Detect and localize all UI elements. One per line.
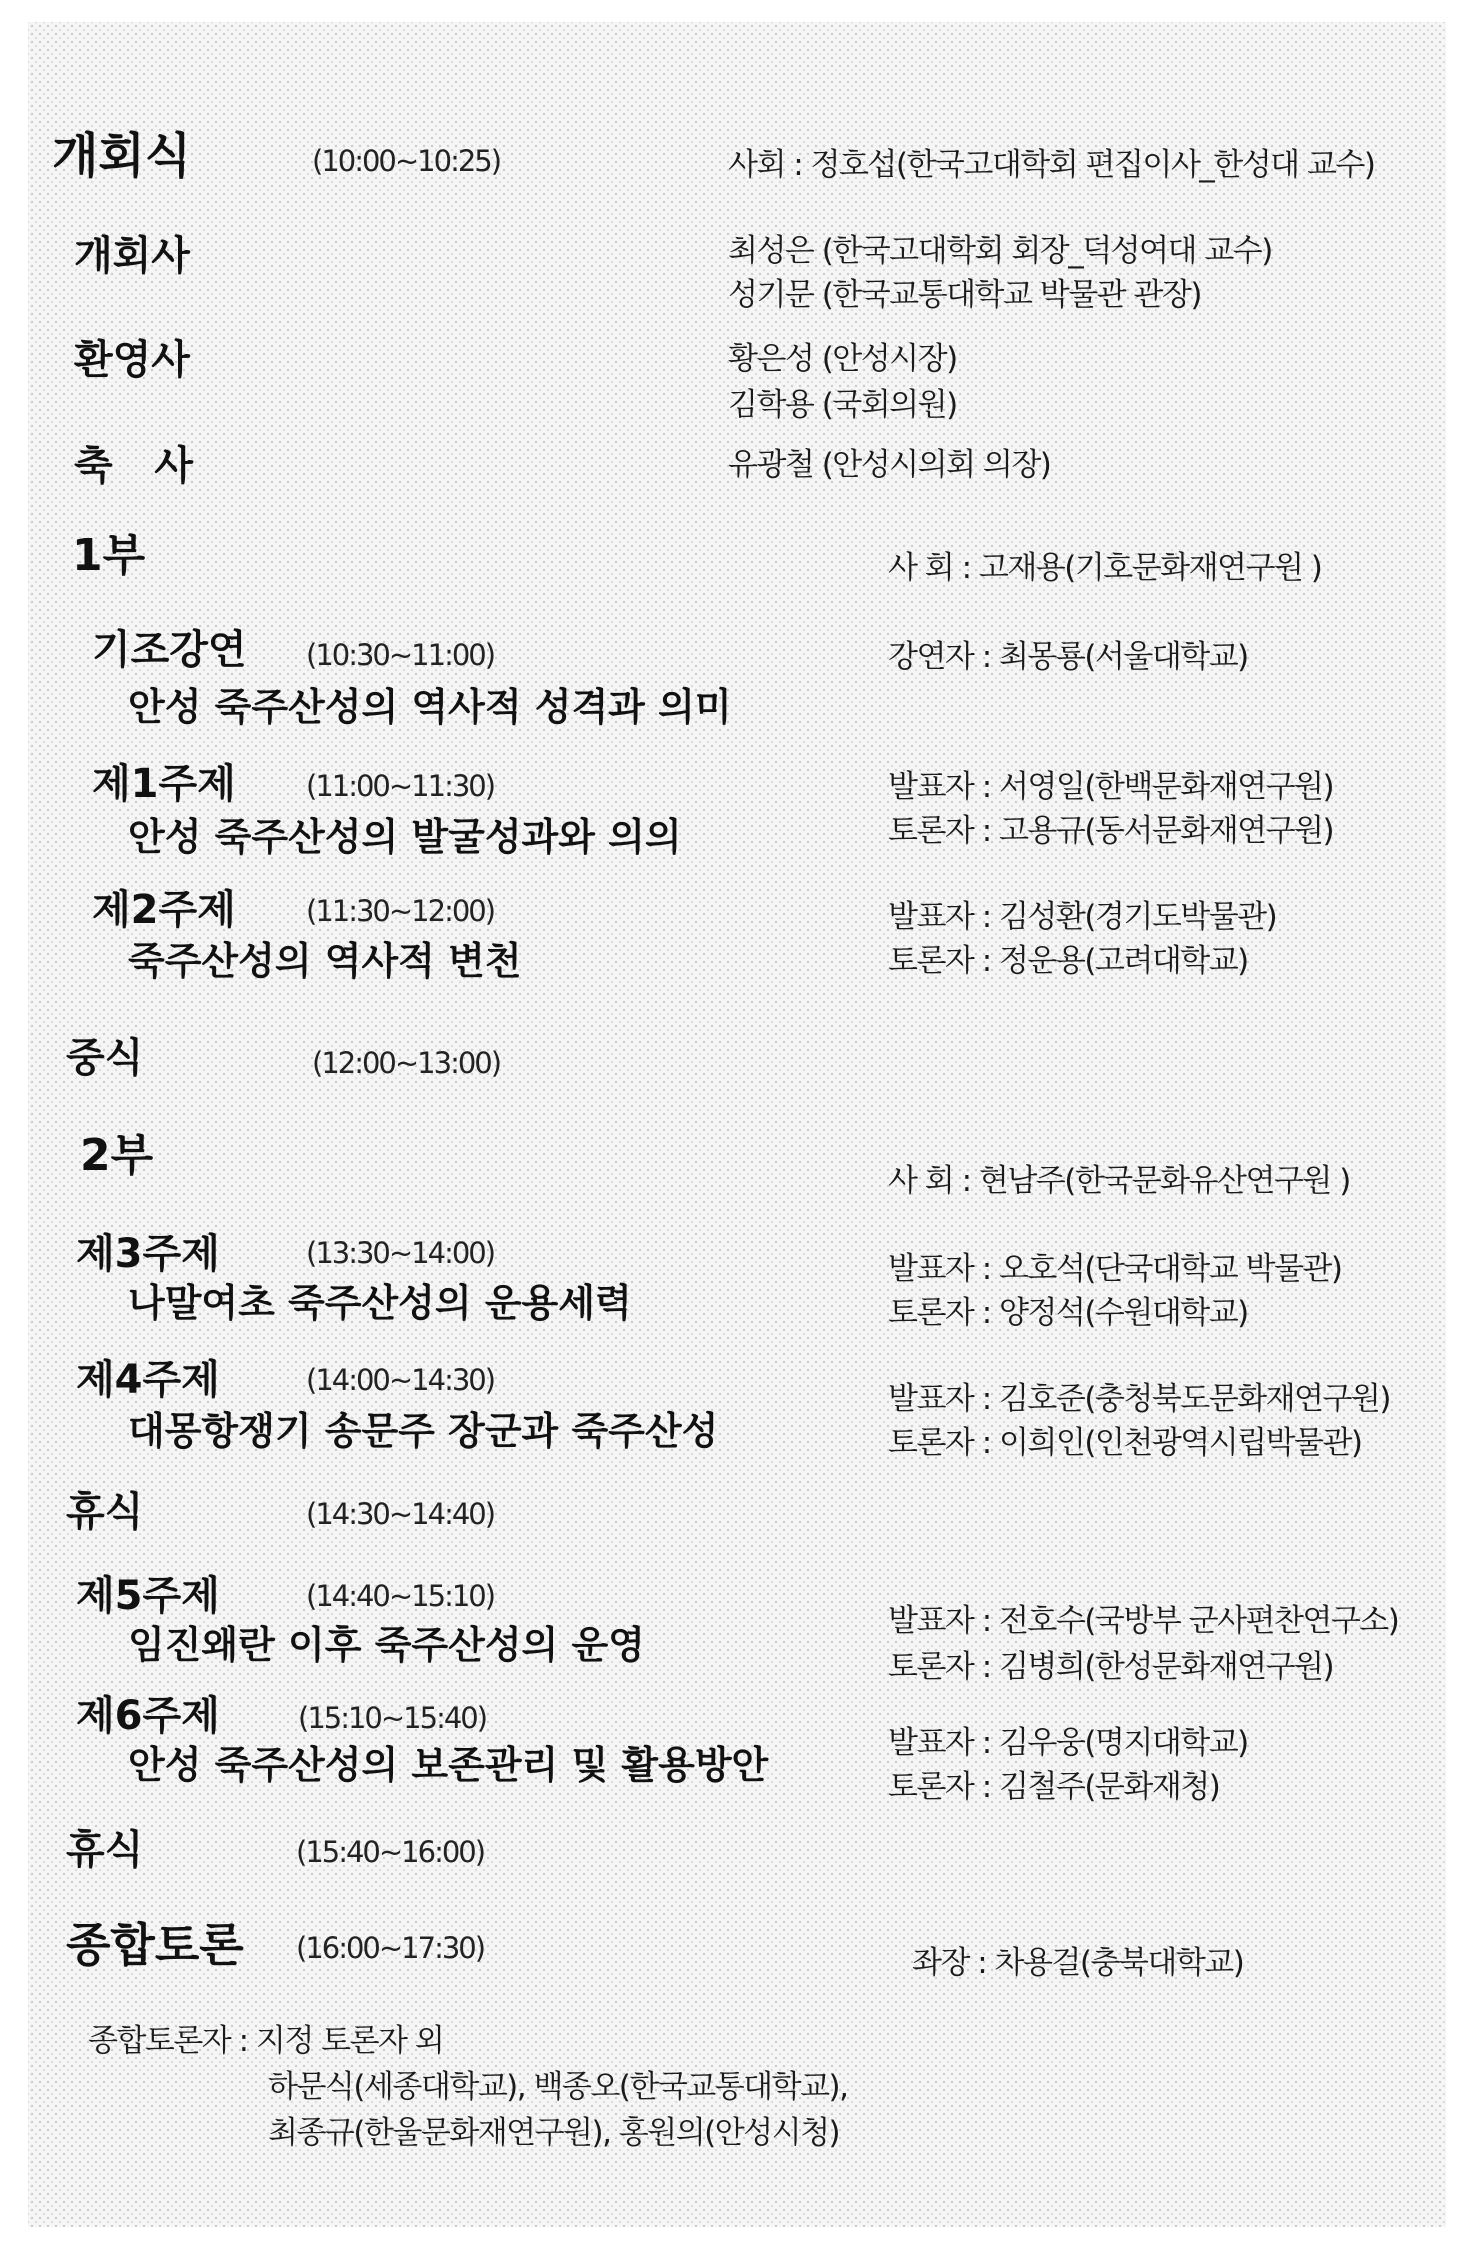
topic5-presenter: 발표자 : 전호수(국방부 군사편찬연구소) — [888, 1603, 1399, 1639]
topic6-presenter: 발표자 : 김우웅(명지대학교) — [888, 1725, 1248, 1761]
topic3-label: 제3주제 — [76, 1231, 220, 1277]
keynote-time: (10:30~11:00) — [306, 638, 495, 672]
topic1-label: 제1주제 — [92, 761, 236, 807]
opening-congrats-person-1: 유광철 (안성시의회 의장) — [728, 447, 1051, 483]
topic6-time: (15:10~15:40) — [298, 1701, 487, 1735]
topic4-label: 제4주제 — [76, 1357, 220, 1403]
part2-title: 2부 — [80, 1130, 154, 1181]
topic5-subtitle: 임진왜란 이후 죽주산성의 운영 — [128, 1623, 645, 1667]
opening-welcome-person-2: 김학용 (국회의원) — [728, 387, 957, 423]
topic3-subtitle: 나말여초 죽주산성의 운용세력 — [128, 1281, 632, 1325]
opening-time: (10:00~10:25) — [312, 144, 501, 178]
part1-emcee: 사 회 : 고재용(기호문화재연구원 ) — [888, 550, 1322, 586]
part2-emcee: 사 회 : 현남주(한국문화유산연구원 ) — [888, 1163, 1350, 1199]
break1-time: (14:30~14:40) — [306, 1497, 495, 1531]
topic6-label: 제6주제 — [76, 1693, 220, 1739]
opening-welcome-title: 환영사 — [74, 337, 190, 383]
discussion-panel-label: 종합토론자 : 지정 토론자 외 — [88, 2023, 444, 2059]
keynote-subtitle: 안성 죽주산성의 역사적 성격과 의미 — [128, 685, 732, 729]
keynote-label: 기조강연 — [92, 627, 247, 673]
opening-emcee: 사회 : 정호섭(한국고대학회 편집이사_한성대 교수) — [728, 147, 1375, 183]
discussion-time: (16:00~17:30) — [296, 1931, 485, 1965]
discussion-chair: 좌장 : 차용걸(충북대학교) — [912, 1945, 1244, 1981]
break1-title: 휴식 — [66, 1489, 144, 1535]
topic4-subtitle: 대몽항쟁기 송문주 장군과 죽주산성 — [128, 1409, 719, 1453]
break2-time: (15:40~16:00) — [296, 1835, 485, 1869]
topic1-time: (11:00~11:30) — [306, 769, 495, 803]
topic3-time: (13:30~14:00) — [306, 1236, 495, 1270]
discussion-panel-line-2: 최종규(한울문화재연구원), 홍원의(안성시청) — [268, 2115, 840, 2151]
discussion-panel-line-1: 하문식(세종대학교), 백종오(한국교통대학교), — [268, 2069, 848, 2105]
opening-address-person-2: 성기문 (한국교통대학교 박물관 관장) — [728, 277, 1201, 313]
opening-title: 개회식 — [52, 128, 192, 184]
opening-address-title: 개회사 — [74, 233, 190, 279]
topic5-label: 제5주제 — [76, 1573, 220, 1619]
lunch-title: 중식 — [66, 1035, 144, 1081]
topic6-discussant: 토론자 : 김철주(문화재청) — [888, 1769, 1220, 1805]
topic4-time: (14:00~14:30) — [306, 1363, 495, 1397]
topic3-discussant: 토론자 : 양정석(수원대학교) — [888, 1295, 1248, 1331]
topic4-presenter: 발표자 : 김호준(충청북도문화재연구원) — [888, 1381, 1390, 1417]
topic1-presenter: 발표자 : 서영일(한백문화재연구원) — [888, 769, 1334, 805]
topic1-subtitle: 안성 죽주산성의 발굴성과와 의의 — [128, 815, 682, 859]
topic2-discussant: 토론자 : 정운용(고려대학교) — [888, 943, 1248, 979]
topic5-time: (14:40~15:10) — [306, 1579, 495, 1613]
lunch-time: (12:00~13:00) — [312, 1046, 501, 1080]
topic5-discussant: 토론자 : 김병희(한성문화재연구원) — [888, 1649, 1334, 1685]
break2-title: 휴식 — [66, 1827, 144, 1873]
topic3-presenter: 발표자 : 오호석(단국대학교 박물관) — [888, 1251, 1342, 1287]
keynote-speaker: 강연자 : 최몽룡(서울대학교) — [888, 639, 1248, 675]
topic2-presenter: 발표자 : 김성환(경기도박물관) — [888, 899, 1277, 935]
part1-title: 1부 — [72, 530, 146, 581]
discussion-title: 종합토론 — [66, 1918, 244, 1972]
topic6-subtitle: 안성 죽주산성의 보존관리 및 활용방안 — [128, 1743, 769, 1787]
opening-address-person-1: 최성은 (한국고대학회 회장_덕성여대 교수) — [728, 233, 1272, 269]
topic2-time: (11:30~12:00) — [306, 894, 495, 928]
opening-congrats-title: 축 사 — [74, 443, 194, 489]
topic4-discussant: 토론자 : 이희인(인천광역시립박물관) — [888, 1425, 1362, 1461]
topic1-discussant: 토론자 : 고용규(동서문화재연구원) — [888, 813, 1334, 849]
topic2-subtitle: 죽주산성의 역사적 변천 — [128, 939, 522, 983]
opening-welcome-person-1: 황은성 (안성시장) — [728, 341, 957, 377]
topic2-label: 제2주제 — [92, 887, 236, 933]
